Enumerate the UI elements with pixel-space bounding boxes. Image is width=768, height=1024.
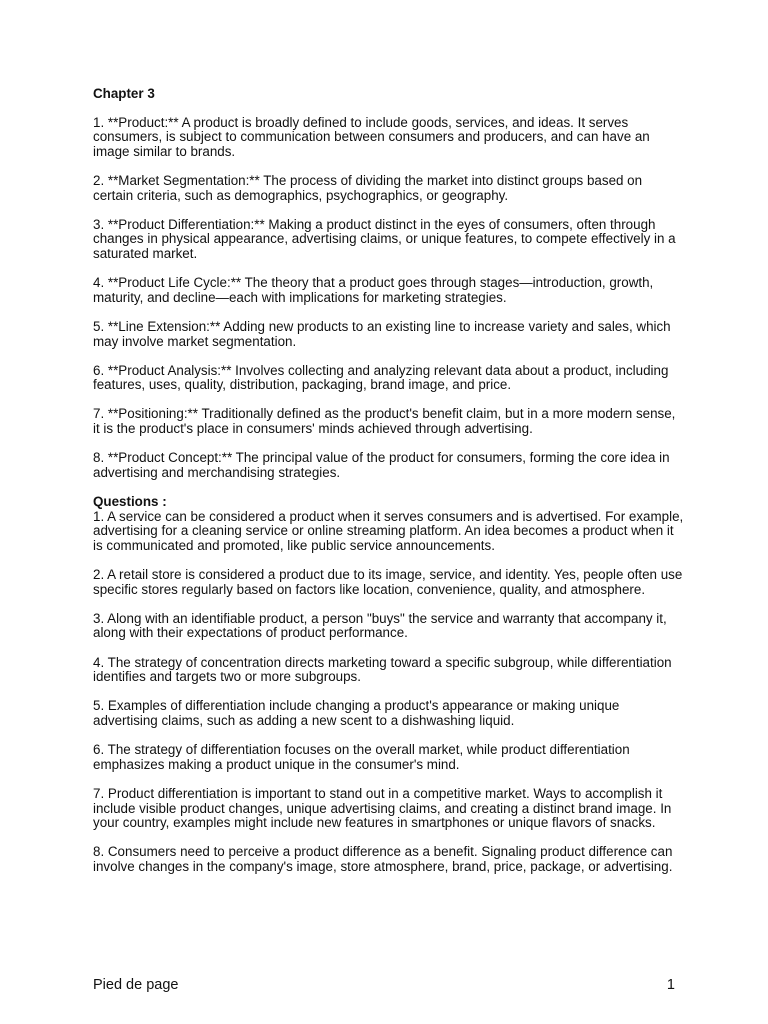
definition-item: 1. **Product:** A product is broadly defined to include goods, services, and ideas. It serves consumers, is subject to communication between consumers and producers, and can have an image similar to brands. bbox=[93, 114, 650, 159]
page-body bbox=[93, 87, 685, 889]
questions-title: Questions : bbox=[93, 494, 167, 510]
definition-item: 4. **Product Life Cycle:** The theory that a product goes through stages—introduction, growth, maturity, and decline—each with implications for marketing strategies. bbox=[93, 275, 654, 305]
definition-item: 8. **Product Concept:** The principal value of the product for consumers, forming the core idea in advertising and merchandising strategies. bbox=[93, 450, 670, 480]
chapter-title: Chapter 3 bbox=[93, 86, 155, 101]
definition-item: 5. **Line Extension:** Adding new products to an existing line to increase variety and sales, which may involve market segmentation. bbox=[93, 318, 671, 349]
answers-list bbox=[93, 510, 685, 875]
answer-item: 7. Product differentiation is important to stand out in a competitive market. Ways to accomplish it include visible product changes, unique advertising claims, and creating a distinct brand image. In your country, examples might include new features in smartphones or unique flavors of snacks. bbox=[93, 785, 672, 831]
answer-item: 5. Examples of differentiation include changing a product's appearance or making unique advertising claims, such as adding a new scent to a dishwashing liquid. bbox=[93, 698, 620, 728]
answer-item: 1. A service can be considered a product when it serves consumers and is advertised. For example, advertising for a cleaning service or online streaming platform. An idea becomes a product when it is communicated and promoted, like public service announcements. bbox=[93, 508, 684, 553]
definition-item: 2. **Market Segmentation:** The process of dividing the market into distinct groups based on certain criteria, such as demographics, psychographics, or geography. bbox=[93, 172, 643, 203]
answer-item: 2. A retail store is considered a product due to its image, service, and identity. Yes, people often use specific stores regularly based on factors like location, convenience, quality, and atmosphere. bbox=[93, 567, 683, 597]
answer-item: 3. Along with an identifiable product, a person "buys" the service and warranty that accompany it, along with their expectations of product performance. bbox=[93, 610, 667, 641]
answer-item: 8. Consumers need to perceive a product difference as a benefit. Signaling product difference can involve changes in the company's image, store atmosphere, brand, price, package, or advertising. bbox=[93, 844, 673, 874]
footer-label: Pied de page bbox=[93, 977, 179, 993]
answer-item: 6. The strategy of differentiation focuses on the overall market, while product differentiation emphasizes making a product unique in the consumer's mind. bbox=[93, 742, 630, 772]
page-number: 1 bbox=[666, 977, 675, 993]
answer-item: 4. The strategy of concentration directs marketing toward a specific subgroup, while differentiation identifies and targets two or more subgroups. bbox=[93, 654, 672, 685]
definition-item: 6. **Product Analysis:** Involves collecting and analyzing relevant data about a product, including features, uses, quality, distribution, packaging, brand image, and price. bbox=[93, 362, 669, 393]
definition-item: 3. **Product Differentiation:** Making a product distinct in the eyes of consumers, often through changes in physical appearance, advertising claims, or unique features, to compete effectively in a saturated market. bbox=[93, 216, 676, 261]
definitions-list bbox=[93, 116, 685, 481]
definition-item: 7. **Positioning:** Traditionally defined as the product's benefit claim, but in a more modern sense, it is the product's place in consumers' minds achieved through advertising. bbox=[93, 406, 676, 437]
